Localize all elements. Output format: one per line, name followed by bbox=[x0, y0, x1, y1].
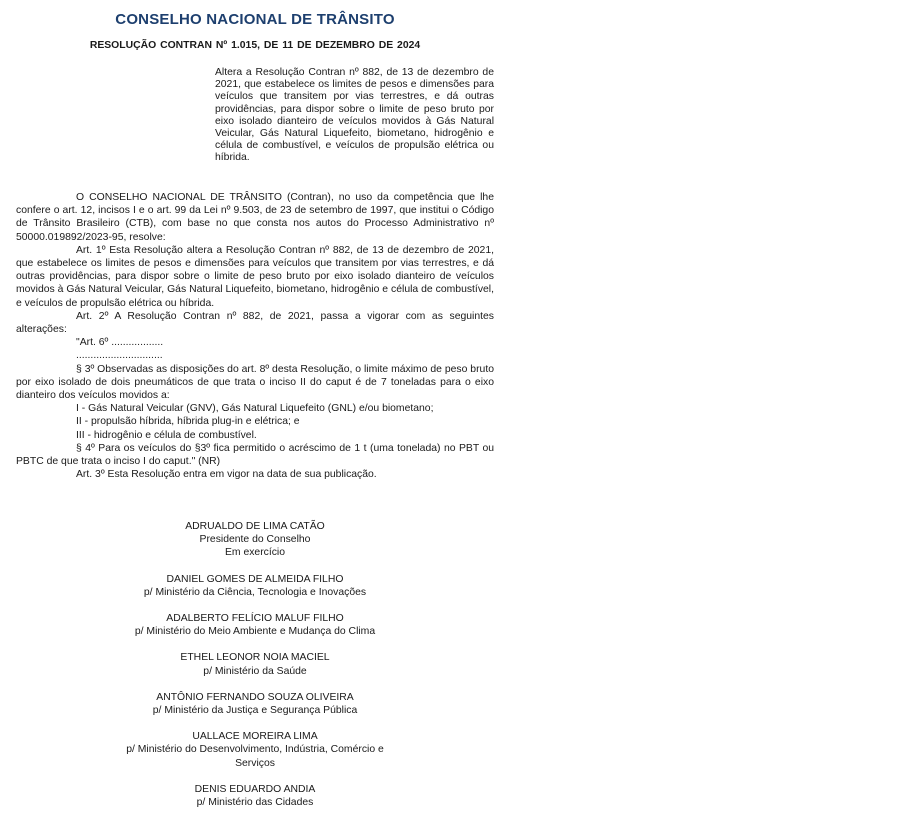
paragraph-4: § 4º Para os veículos do §3º fica permitido o acréscimo de 1 t (uma tonelada) no PBT ou PBTC de que trata o inciso I do caput." (NR) bbox=[16, 442, 494, 468]
signatory-name: DENIS EDUARDO ANDIA bbox=[194, 783, 316, 795]
signatory-role: Presidente do Conselho bbox=[199, 534, 311, 546]
signatory-name: ANTÔNIO FERNANDO SOUZA OLIVEIRA bbox=[156, 691, 354, 703]
article-1: Art. 1º Esta Resolução altera a Resolução Contran nº 882, de 13 de dezembro de 2021, que estabelece os limites de pesos e dimensões para veículos que transitem por vias terrestres, e dá outras providências, para dispor sobre o limite de peso bruto por eixo isolado dianteiro de veículos movidos à Gás Natural Veicular, Gás Natural Liquefeito, biometano, hidrogênio e célula de combustível, e veículos de propulsão elétrica ou híbrida. bbox=[16, 244, 494, 309]
paragraph-3: § 3º Observadas as disposições do art. 8º desta Resolução, o limite máximo de peso bruto por eixo isolado de dois pneumáticos de que trata o inciso II do caput é de 7 toneladas para o eixo dianteiro dos veículos movidos a: bbox=[16, 363, 494, 402]
signatory-note: Em exercício bbox=[224, 547, 286, 559]
signatory-role: p/ Ministério das Cidades bbox=[196, 797, 314, 809]
article-2: Art. 2º A Resolução Contran nº 882, de 2021, passa a vigorar com as seguintes alterações: bbox=[16, 310, 494, 336]
signatory-name: ADRUALDO DE LIMA CATÃO bbox=[185, 521, 325, 532]
signatory-name: ADALBERTO FELÍCIO MALUF FILHO bbox=[166, 613, 344, 625]
signature-block bbox=[16, 573, 494, 599]
signatory-name: UALLACE MOREIRA LIMA bbox=[192, 731, 318, 743]
signature-block bbox=[16, 730, 494, 770]
resolution-heading: RESOLUÇÃO CONTRAN Nº 1.015, DE 11 DE DEZEMBRO DE 2024 bbox=[89, 40, 421, 51]
preamble: O CONSELHO NACIONAL DE TRÂNSITO (Contran), no uso da competência que lhe confere o art. 12, incisos I e o art. 99 da Lei nº 9.503, de 23 de setembro de 1997, que institui o Código de Trânsito Brasileiro (CTB), com base no que consta nos autos do Processo Administrativo nº 50000.019892/2023-95, resolve: bbox=[16, 192, 494, 243]
signatory-role: p/ Ministério do Desenvolvimento, Indústria, Comércio e bbox=[126, 744, 384, 756]
resolution-body bbox=[16, 191, 494, 481]
signature-block bbox=[16, 520, 494, 560]
signature-block bbox=[16, 651, 494, 677]
inciso-1: I - Gás Natural Veicular (GNV), Gás Natural Liquefeito (GNL) e/ou biometano; bbox=[76, 403, 434, 415]
signatory-name: DANIEL GOMES DE ALMEIDA FILHO bbox=[166, 573, 344, 585]
page-title: CONSELHO NACIONAL DE TRÂNSITO bbox=[115, 11, 395, 28]
signature-block bbox=[16, 612, 494, 638]
signatory-role: p/ Ministério do Meio Ambiente e Mudança do Clima bbox=[134, 626, 376, 638]
inciso-3: III - hidrogênio e célula de combustível. bbox=[76, 429, 257, 441]
signatory-role: p/ Ministério da Justiça e Segurança Pública bbox=[152, 705, 358, 717]
ellipsis-line: .............................. bbox=[76, 350, 163, 362]
signature-block bbox=[16, 783, 494, 809]
inciso-2: II - propulsão híbrida, híbrida plug-in e elétrica; e bbox=[76, 416, 300, 428]
signatory-role: p/ Ministério da Saúde bbox=[203, 665, 307, 677]
ementa: Altera a Resolução Contran nº 882, de 13 de dezembro de 2021, que estabelece os limites de pesos e dimensões para veículos que transitem por vias terrestres, e dá outras providências, para dispor sobre o limite de peso bruto por eixo isolado dianteiro de veículos movidos à Gás Natural Veicular, Gás Natural Liquefeito, biometano, hidrogênio e célula de combustível, e veículos de propulsão elétrica ou híbrida. bbox=[215, 67, 494, 164]
signatory-role: p/ Ministério da Ciência, Tecnologia e Inovações bbox=[143, 586, 367, 598]
signature-block bbox=[16, 691, 494, 717]
signatures bbox=[16, 520, 494, 822]
signatory-role-cont: Serviços bbox=[235, 757, 275, 769]
article-3: Art. 3º Esta Resolução entra em vigor na data de sua publicação. bbox=[76, 469, 377, 481]
article-6-quote: "Art. 6º .................. bbox=[76, 337, 164, 349]
signatory-name: ETHEL LEONOR NOIA MACIEL bbox=[180, 652, 330, 664]
